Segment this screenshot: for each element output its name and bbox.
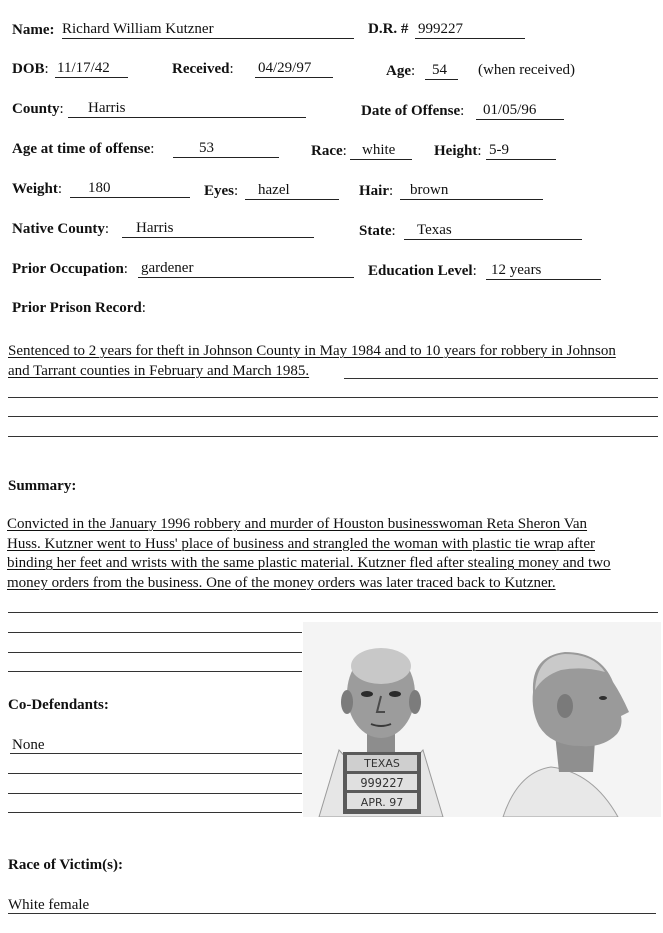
dr-value: 999227	[418, 21, 463, 37]
weight-value: 180	[88, 180, 111, 196]
co-defendants-label: Co-Defendants:	[8, 697, 109, 713]
placard-line-2: 999227	[360, 776, 404, 790]
name-value: Richard William Kutzner	[62, 21, 214, 37]
prior-prison-record-text	[8, 342, 660, 381]
summary-line-2: Huss. Kutzner went to Huss' place of business and strangled the woman with plastic tie wrap after	[7, 535, 595, 552]
dr-label: D.R. #	[368, 21, 409, 37]
state-label: State	[359, 223, 392, 239]
race-label: Race	[311, 143, 343, 159]
race-of-victims-value: White female	[8, 897, 90, 913]
name-label: Name	[12, 22, 50, 38]
county-value: Harris	[88, 100, 126, 116]
placard-line-3: APR. 97	[360, 796, 404, 809]
prior-occupation-label: Prior Occupation	[12, 261, 124, 277]
age-note: (when received)	[478, 62, 576, 78]
summary-label: Summary:	[8, 478, 77, 494]
dob-label: DOB	[12, 61, 45, 77]
native-county-value: Harris	[136, 220, 174, 236]
age-at-offense-value: 53	[199, 140, 214, 156]
height-value: 5-9	[489, 142, 509, 158]
date-of-offense-label: Date of Offense	[361, 103, 461, 119]
state-value: Texas	[417, 222, 452, 238]
mugshot-illustration	[303, 622, 661, 817]
prior-record-line-1: Sentenced to 2 years for theft in Johnson County in May 1984 and to 10 years for robbery in Johnson	[8, 343, 616, 359]
hair-label: Hair	[359, 183, 389, 199]
summary-line-3: binding her feet and wrists with the same plastic material. Kutzner fled after stealing money and two	[7, 555, 611, 571]
education-level-value: 12 years	[491, 262, 542, 278]
native-county-label: Native County	[12, 221, 105, 237]
mugshot-photo	[303, 622, 661, 817]
hair-value: brown	[410, 182, 449, 198]
summary-line-1: Convicted in the January 1996 robbery and murder of Houston businesswoman Reta Sheron Van	[7, 516, 588, 532]
age-label: Age	[386, 63, 411, 79]
date-of-offense-value: 01/05/96	[483, 102, 537, 118]
weight-label: Weight	[12, 181, 58, 197]
prior-prison-record-label: Prior Prison Record	[12, 300, 142, 316]
eyes-value: hazel	[258, 182, 290, 198]
education-level-label: Education Level	[368, 263, 473, 279]
placard-line-1: TEXAS	[364, 757, 400, 770]
received-label: Received	[172, 61, 230, 77]
height-label: Height	[434, 143, 478, 159]
co-defendants-value: None	[12, 737, 45, 753]
age-at-offense-label: Age at time of offense	[12, 141, 151, 157]
received-value: 04/29/97	[258, 60, 312, 76]
prior-occupation-value: gardener	[141, 260, 194, 276]
summary-text	[7, 515, 659, 593]
dob-value: 11/17/42	[57, 60, 110, 76]
eyes-label: Eyes	[204, 183, 234, 199]
age-value: 54	[432, 62, 447, 78]
prior-record-line-2: and Tarrant counties in February and March 1985.	[8, 362, 310, 379]
county-label: County	[12, 101, 60, 117]
summary-line-4: money orders from the business. One of the money orders was later traced back to Kutzner.	[7, 574, 556, 591]
name-field: Name:	[12, 22, 55, 38]
race-value: white	[362, 142, 396, 158]
race-of-victims-label: Race of Victim(s):	[8, 857, 123, 873]
